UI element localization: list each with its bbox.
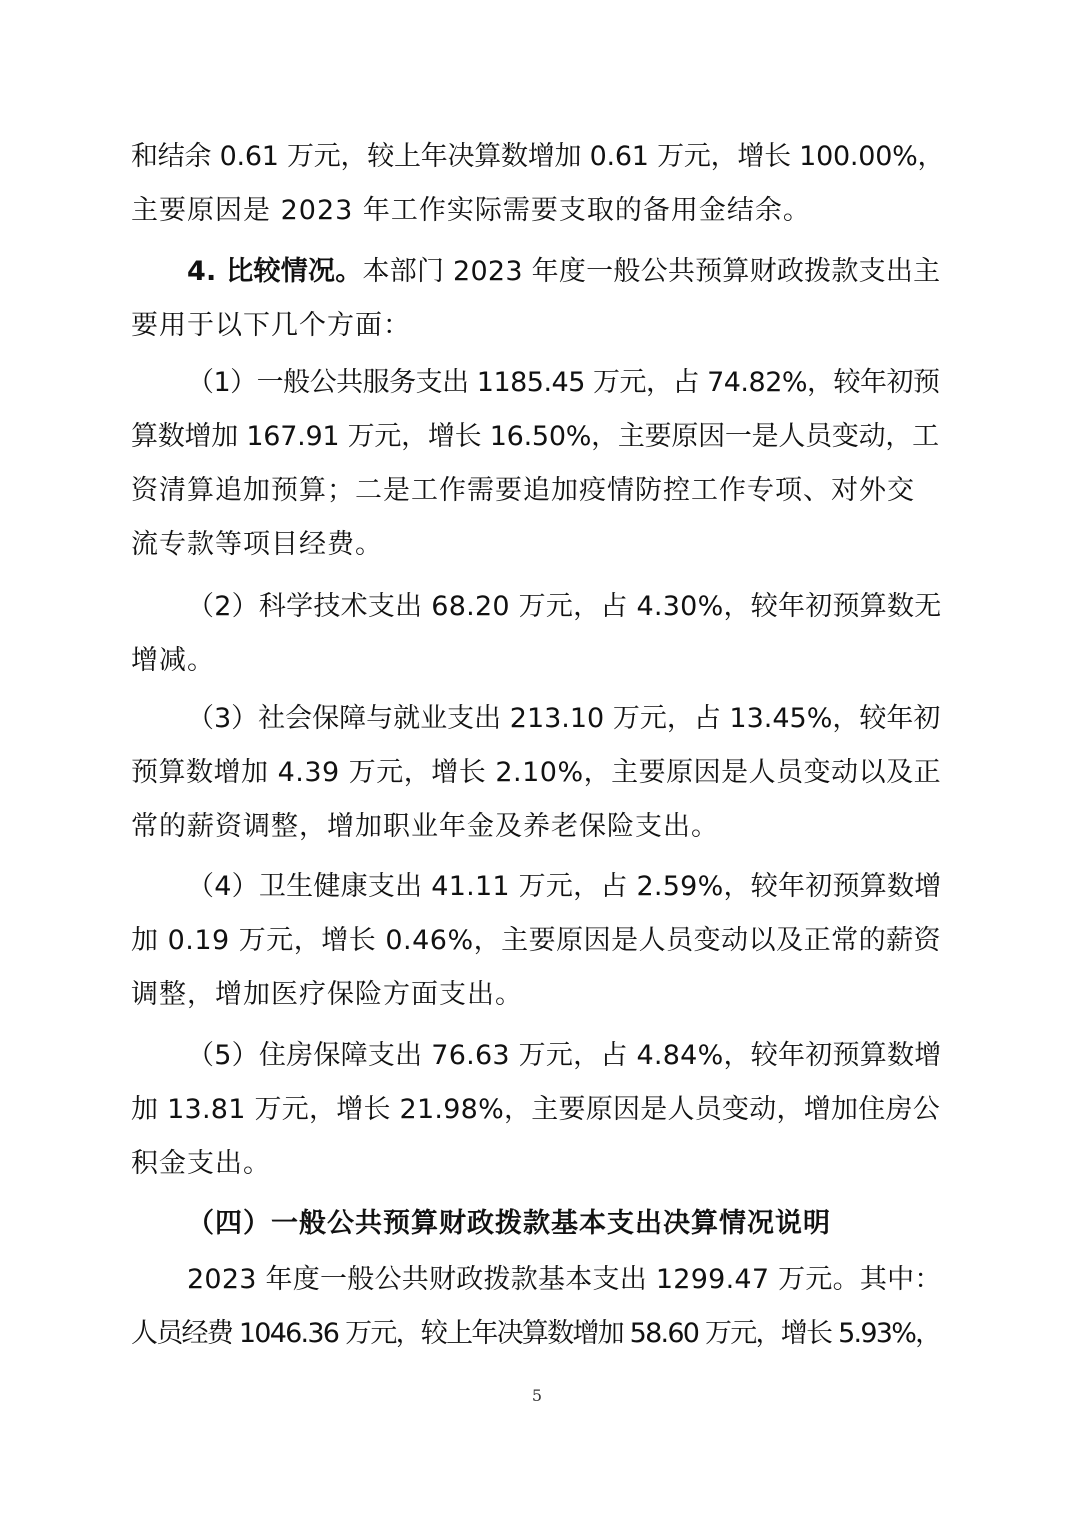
text-line: 流专款等项目经费。	[131, 529, 383, 560]
text-line: （2）科学技术支出 68.20 万元，占 4.30%，较年初预算数无	[187, 591, 942, 622]
paragraph-comparison	[131, 245, 947, 353]
section-lead: 4. 比较情况。	[187, 256, 363, 287]
paragraph-item-5	[131, 1029, 947, 1191]
text-line: 增减。	[131, 645, 215, 676]
paragraph-item-2	[131, 580, 947, 688]
text-line: 要用于以下几个方面：	[131, 310, 411, 341]
paragraph-balance	[131, 130, 947, 238]
paragraph-item-3	[131, 692, 947, 854]
text-line: （4）卫生健康支出 41.11 万元，占 2.59%，较年初预算数增	[187, 871, 942, 902]
text-line: 调整，增加医疗保险方面支出。	[131, 979, 523, 1010]
text-line: 预算数增加 4.39 万元，增长 2.10%，主要原因是人员变动以及正	[131, 757, 942, 788]
text-line: 常的薪资调整，增加职业年金及养老保险支出。	[131, 811, 719, 842]
text-line: （1）一般公共服务支出 1185.45 万元，占 74.82%，较年初预	[187, 367, 940, 398]
text-line: 资清算追加预算；二是工作需要追加疫情防控工作专项、对外交	[131, 475, 915, 506]
text-line: 人员经费 1046.36 万元，较上年决算数增加 58.60 万元，增长 5.93%，	[131, 1318, 941, 1349]
paragraph-item-4	[131, 860, 947, 1022]
paragraph-basic-expenditure	[131, 1253, 947, 1361]
text-line: （5）住房保障支出 76.63 万元，占 4.84%，较年初预算数增	[187, 1040, 942, 1071]
text-fragment: 本部门 2023 年度一般公共预算财政拨款支出主	[362, 256, 941, 287]
page-number: 5	[531, 1386, 543, 1405]
text-line: 积金支出。	[131, 1148, 271, 1179]
text-line: 和结余 0.61 万元，较上年决算数增加 0.61 万元，增长 100.00%，	[131, 141, 945, 172]
text-line	[131, 245, 947, 299]
text-line: 加 13.81 万元，增长 21.98%，主要原因是人员变动，增加住房公	[131, 1094, 940, 1125]
text-line: 算数增加 167.91 万元，增长 16.50%，主要原因一是人员变动，工	[131, 421, 939, 452]
section-heading: （四）一般公共预算财政拨款基本支出决算情况说明	[187, 1208, 831, 1239]
section-heading-block	[131, 1197, 947, 1251]
text-line: 加 0.19 万元，增长 0.46%，主要原因是人员变动以及正常的薪资	[131, 925, 942, 956]
paragraph-item-1	[131, 356, 947, 572]
text-line: （3）社会保障与就业支出 213.10 万元，占 13.45%，较年初	[187, 703, 941, 734]
text-line: 主要原因是 2023 年工作实际需要支取的备用金结余。	[131, 195, 811, 226]
text-line: 2023 年度一般公共财政拨款基本支出 1299.47 万元。其中：	[187, 1264, 942, 1295]
